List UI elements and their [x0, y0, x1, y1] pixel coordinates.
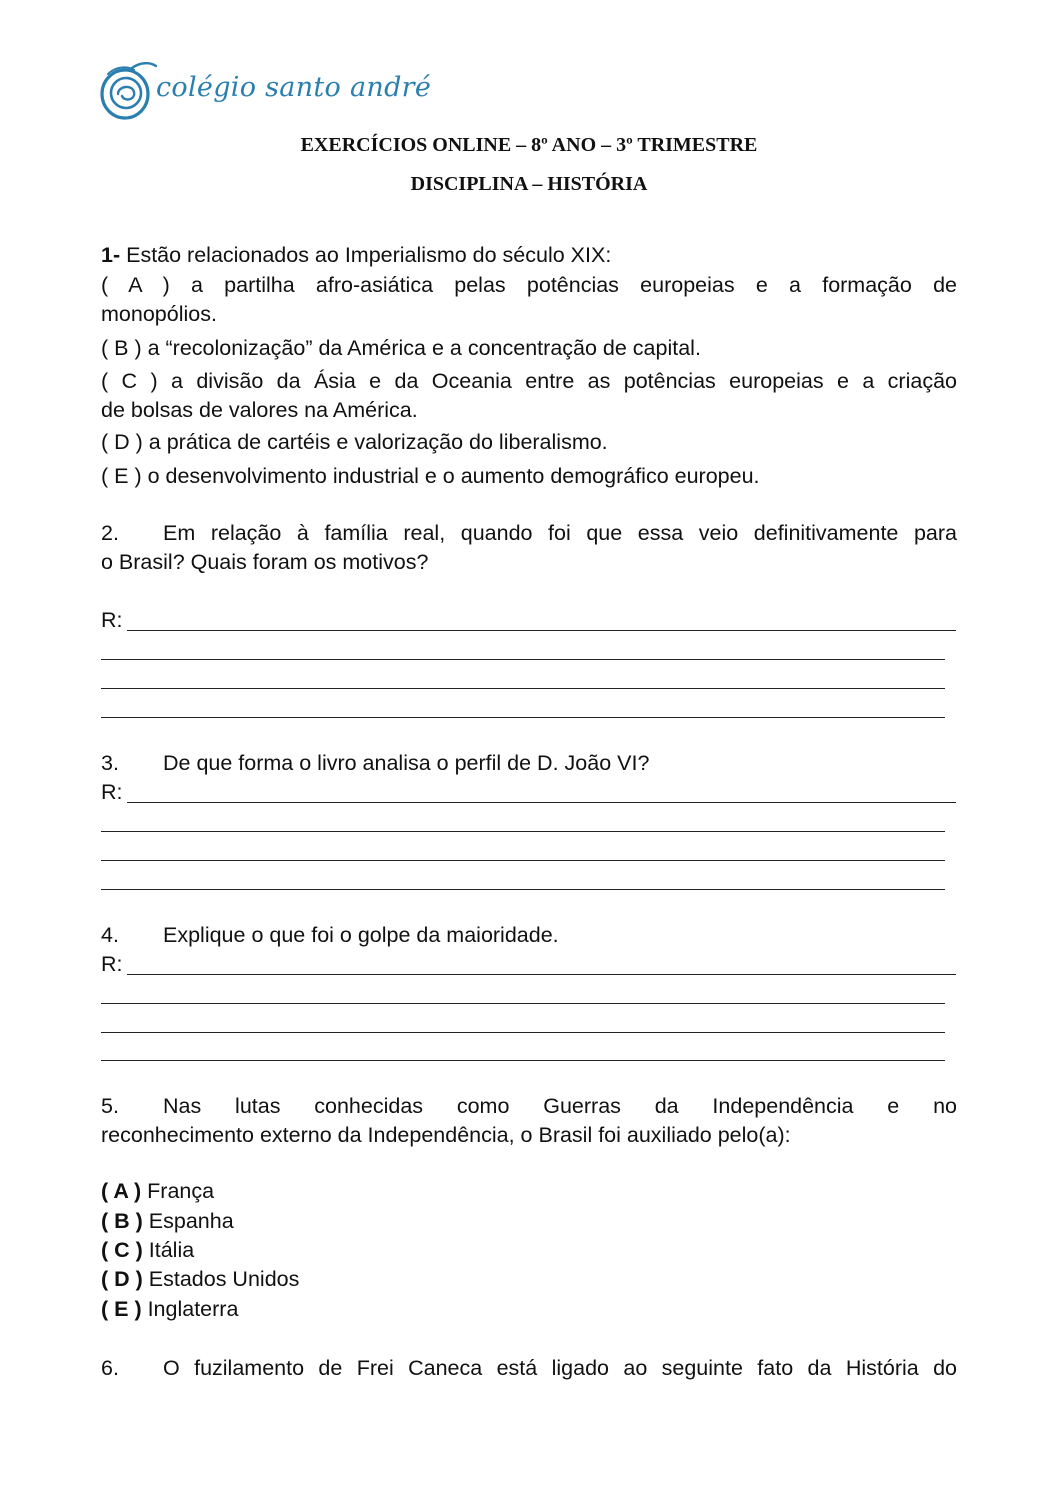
- school-name: colégio santo andré: [156, 72, 432, 103]
- q5-option-c: [101, 1236, 957, 1265]
- answer-line[interactable]: [101, 1060, 945, 1061]
- answer-line[interactable]: [101, 688, 945, 689]
- answer-line[interactable]: [101, 1032, 945, 1033]
- q1-option-b: ( B ) a “recolonização” da América e a concentração de capital.: [101, 336, 701, 360]
- option-letter: ( E ): [101, 1297, 142, 1321]
- question-2-answer-label: R:: [101, 608, 123, 632]
- question-2-number: 2.: [101, 521, 119, 545]
- answer-line[interactable]: [101, 717, 945, 718]
- q1-option-d: ( D ) a prática de cartéis e valorização do liberalismo.: [101, 430, 608, 454]
- q1-option-c-line2: de bolsas de valores na América.: [101, 398, 418, 422]
- option-letter: ( C ): [101, 1238, 143, 1262]
- answer-line[interactable]: [101, 1003, 945, 1004]
- q1-option-a-line1: ( A ) a partilha afro-asiática pelas potências europeias e a formação de: [101, 273, 957, 297]
- question-2-line2: o Brasil? Quais foram os motivos?: [101, 550, 429, 574]
- question-3-prompt: [101, 749, 957, 778]
- question-3-answer-label: R:: [101, 780, 123, 804]
- q1-option-c-line1: ( C ) a divisão da Ásia e da Oceania entre as potências europeias e a criação: [101, 369, 957, 393]
- q1-option-e: ( E ) o desenvolvimento industrial e o aumento demográfico europeu.: [101, 464, 760, 488]
- question-6-text: O fuzilamento de Frei Caneca está ligado ao seguinte fato da História do: [163, 1356, 957, 1380]
- option-text: Itália: [142, 1238, 195, 1262]
- answer-line[interactable]: [127, 802, 956, 803]
- question-4-number: 4.: [101, 923, 119, 947]
- q1-option-a-line2: monopólios.: [101, 302, 217, 326]
- question-2-text: Em relação à família real, quando foi que essa veio definitivamente para: [163, 521, 957, 545]
- option-letter: ( A ): [101, 1179, 142, 1203]
- answer-line[interactable]: [127, 630, 956, 631]
- question-1-text: Estão relacionados ao Imperialismo do século XIX:: [120, 243, 612, 267]
- question-6-number: 6.: [101, 1356, 119, 1380]
- question-1-number: 1-: [101, 243, 121, 267]
- question-4-prompt: [101, 921, 957, 950]
- answer-line[interactable]: [101, 831, 945, 832]
- question-5-line2: reconhecimento externo da Independência, o Brasil foi auxiliado pelo(a):: [101, 1123, 791, 1147]
- option-letter: ( B ): [101, 1209, 143, 1233]
- answer-line[interactable]: [101, 659, 945, 660]
- school-logo: [98, 58, 432, 128]
- question-2-line1: [101, 519, 957, 548]
- option-letter: ( D ): [101, 1267, 143, 1291]
- option-text: Inglaterra: [141, 1297, 239, 1321]
- question-4-text: Explique o que foi o golpe da maioridade.: [163, 923, 559, 947]
- question-5-line1: [101, 1092, 957, 1121]
- question-4-answer-label: R:: [101, 952, 123, 976]
- option-text: Estados Unidos: [142, 1267, 300, 1291]
- answer-line[interactable]: [101, 889, 945, 890]
- question-3-number: 3.: [101, 751, 119, 775]
- q5-option-e: [101, 1295, 957, 1324]
- question-1-prompt: [101, 241, 957, 270]
- question-3-text: De que forma o livro analisa o perfil de D. João VI?: [163, 751, 650, 775]
- option-text: Espanha: [142, 1209, 234, 1233]
- option-text: França: [141, 1179, 215, 1203]
- q5-option-d: [101, 1265, 957, 1294]
- answer-line[interactable]: [127, 974, 956, 975]
- worksheet-title: EXERCÍCIOS ONLINE – 8º ANO – 3º TRIMESTRE: [300, 134, 758, 156]
- swirl-logo-icon: [98, 58, 160, 124]
- answer-line[interactable]: [101, 860, 945, 861]
- question-5-text: Nas lutas conhecidas como Guerras da Independência e no: [163, 1094, 957, 1118]
- worksheet-subject: DISCIPLINA – HISTÓRIA: [410, 173, 648, 195]
- question-6-line1: [101, 1354, 957, 1383]
- q5-option-b: [101, 1207, 957, 1236]
- question-5-number: 5.: [101, 1094, 119, 1118]
- q5-option-a: [101, 1177, 957, 1206]
